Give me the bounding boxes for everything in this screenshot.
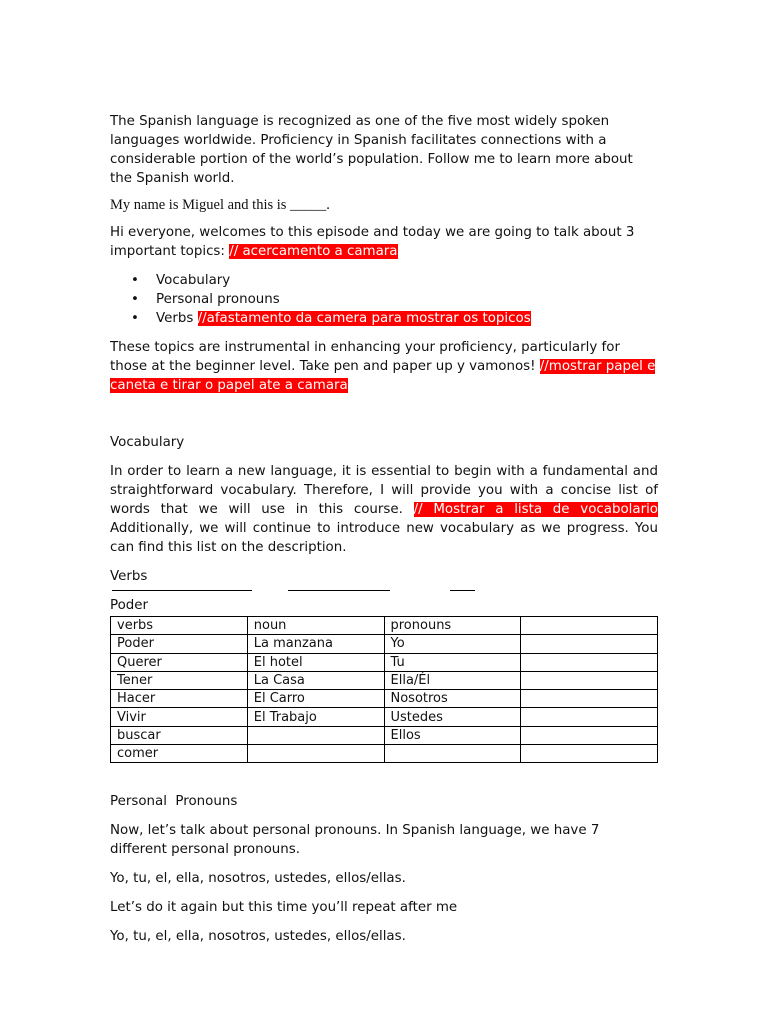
verbs-heading: Verbs xyxy=(110,569,148,584)
verbs-example: Poder xyxy=(110,598,149,613)
intro-paragraph: The Spanish language is recognized as one of the five most widely spoken languages worldwide. Proficiency in Spanish facilitates connections with a considerable portion of the world’s population. Follow me to learn more about the Spanish world. xyxy=(110,114,633,186)
pronouns-list-first: Yo, tu, el, ella, nosotros, ustedes, ellos/ellas. xyxy=(110,871,406,887)
list-item: • Vocabulary xyxy=(110,271,658,290)
list-item: • Personal pronouns xyxy=(110,290,658,309)
topics-paragraph xyxy=(110,223,658,261)
vocabulary-heading: Vocabulary xyxy=(110,435,185,450)
camera-note: // acercamento a camara xyxy=(229,244,398,259)
table-row: Hacer El Carro Nosotros xyxy=(111,690,658,708)
pronouns-heading: Personal Pronouns xyxy=(110,794,238,810)
vocabulary-table xyxy=(110,616,658,763)
table-row: Poder La manzana Yo xyxy=(111,635,658,653)
pronouns-paragraph: Now, let’s talk about personal pronouns. In Spanish language, we have 7 different personal pronouns. xyxy=(110,823,600,858)
table-row: verbs noun pronouns xyxy=(111,617,658,635)
list-item: • Verbs //afastamento da camera para mostrar os topicos xyxy=(110,309,658,328)
name-line: My name is Miguel and this is _____. xyxy=(110,197,330,213)
table-row: Vivir El Trabajo Ustedes xyxy=(111,708,658,726)
table-row: comer xyxy=(111,745,658,763)
repeat-paragraph: Let’s do it again but this time you’ll repeat after me xyxy=(110,900,458,916)
topics-list xyxy=(110,271,658,328)
table-row: Tener La Casa Ella/Él xyxy=(111,671,658,689)
table-row: buscar Ellos xyxy=(111,726,658,744)
camera-note: // Mostrar a lista de vocabolario xyxy=(413,502,658,517)
vocabulary-paragraph: In order to learn a new language, it is essential to begin with a fundamental and straightforward vocabulary. Therefore, I will provide you with a concise list of words that we will use in this course. // Mostrar a lista de vocabolario Additionally, we will continue to introduce new vocabulary as we progress. You can find this list on the description. xyxy=(110,464,658,555)
camera-note: //mostrar papel e caneta e tirar o papel ate a camara xyxy=(110,359,656,393)
instrumental-paragraph: These topics are instrumental in enhancing your proficiency, particularly for those at the beginner level. Take pen and paper up y vamonos! //mostrar papel e caneta e tirar o papel ate a camara xyxy=(110,340,656,393)
document-page xyxy=(110,112,658,946)
pronouns-list-second: Yo, tu, el, ella, nosotros, ustedes, ellos/ellas. xyxy=(110,929,406,945)
table-row: Querer El hotel Tu xyxy=(111,653,658,671)
camera-note: //afastamento da camera para mostrar os topicos xyxy=(197,311,531,326)
topics-text: Hi everyone, welcomes to this episode and today we are going to talk about 3 important topics: xyxy=(110,225,635,259)
